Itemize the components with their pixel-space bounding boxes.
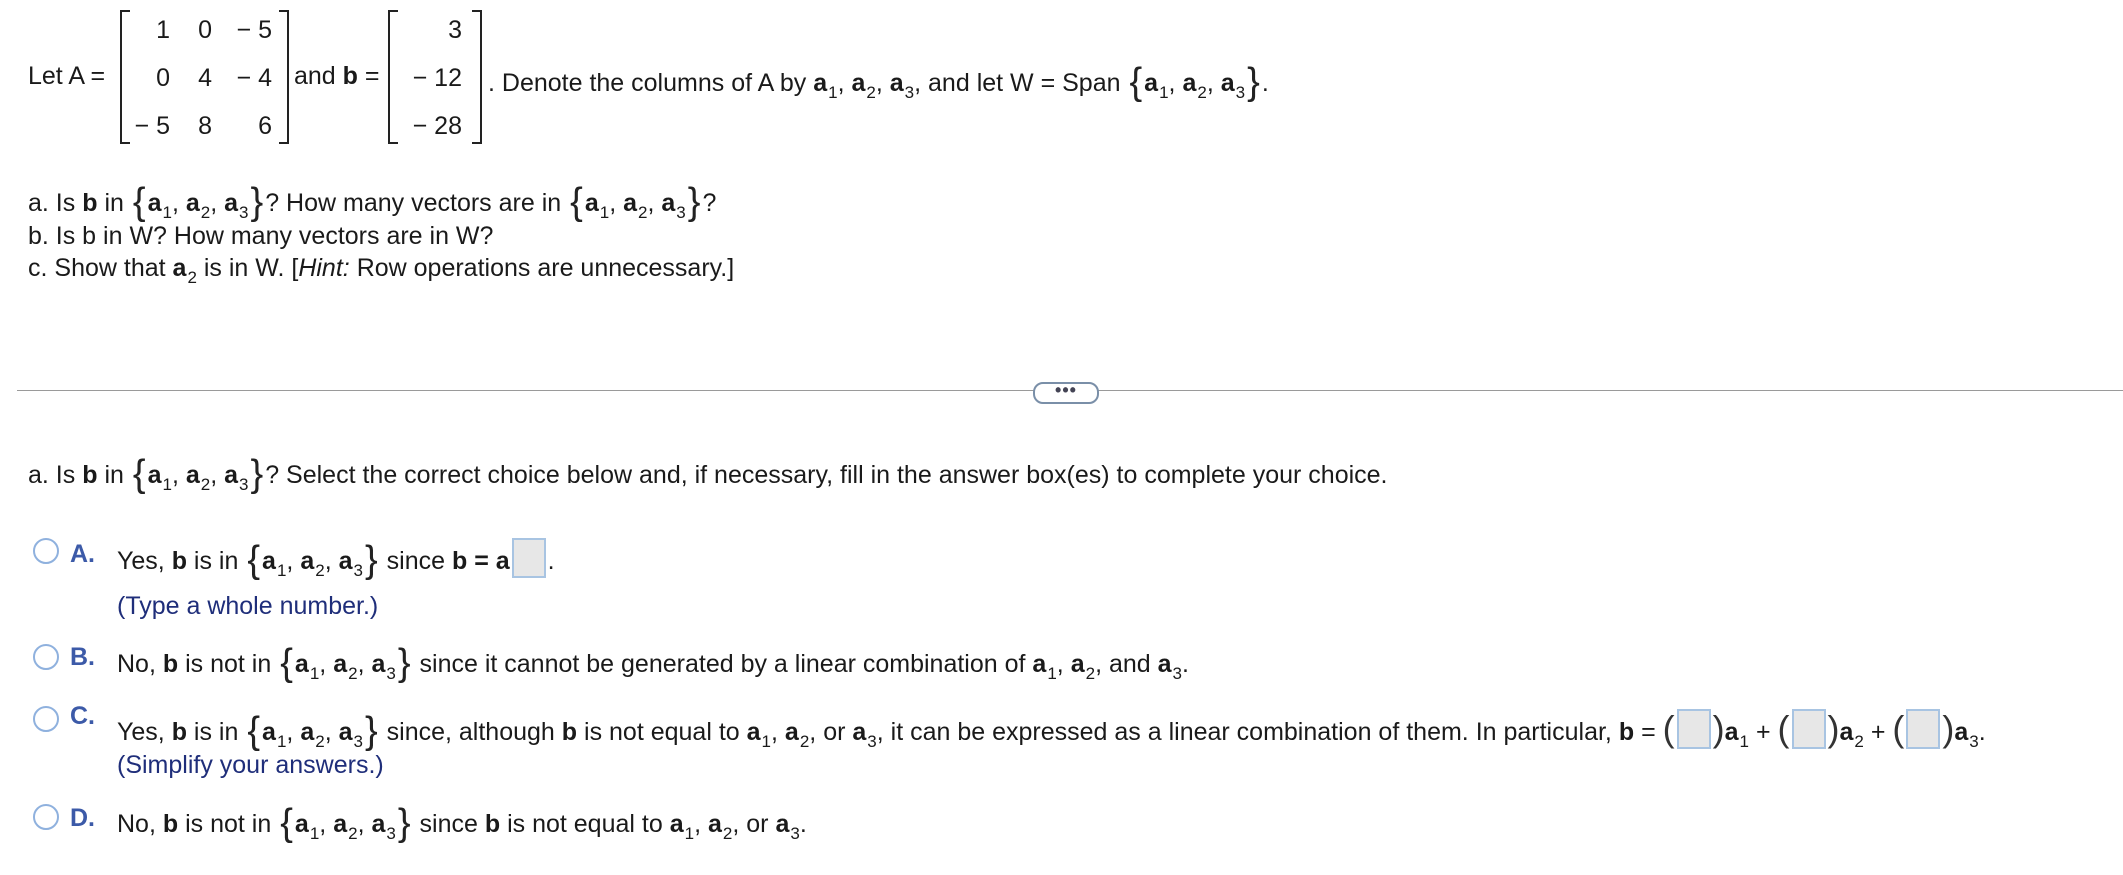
choice-a-letter[interactable]: A. bbox=[70, 540, 95, 568]
matrix-a-cell: 0 bbox=[156, 64, 170, 92]
choice-b-letter[interactable]: B. bbox=[70, 643, 95, 671]
choice-a-text[interactable]: Yes, b is in {$a_1$, $a_2$, $a_3$} since b = a . bbox=[117, 539, 555, 581]
choice-c-letter[interactable]: C. bbox=[70, 702, 95, 730]
matrix-a-cell: 6 bbox=[258, 112, 272, 140]
matrix-a-cell: − 5 bbox=[134, 112, 170, 140]
vector-b bbox=[388, 10, 482, 144]
choice-c-radio[interactable] bbox=[33, 706, 59, 732]
problem-line-b: b. Is b in W? How many vectors are in W? bbox=[28, 222, 494, 250]
choice-a-radio[interactable] bbox=[33, 538, 59, 564]
question-a: a. Is b in {$a_1$, $a_2$, $a_3$}? Select the correct choice below and, if necessary, fill in the answer box(es) to complete your choice. bbox=[28, 453, 1388, 495]
and-b-label: and b = bbox=[294, 62, 380, 90]
matrix-a-cell: 8 bbox=[198, 112, 212, 140]
matrix-a-cell: − 5 bbox=[236, 16, 272, 44]
choice-b-text[interactable]: No, b is not in {$a_1$, $a_2$, $a_3$} since it cannot be generated by a linear combination of $a_1$, $a_2$, and $a_3$. bbox=[117, 642, 1189, 684]
vector-b-cell: 3 bbox=[448, 16, 462, 44]
choice-a-hint: (Type a whole number.) bbox=[117, 592, 379, 620]
problem-line-c: c. Show that $a_2$ is in W. [Hint: Row operations are unnecessary.] bbox=[28, 254, 735, 287]
choice-a-answer-box[interactable] bbox=[512, 538, 546, 578]
vector-b-cell: − 12 bbox=[412, 64, 462, 92]
matrix-a bbox=[120, 10, 289, 144]
matrix-a-cell: 1 bbox=[156, 16, 170, 44]
choice-b-radio[interactable] bbox=[33, 644, 59, 670]
matrix-a-cell: 0 bbox=[198, 16, 212, 44]
problem-denote-text: . Denote the columns of A by $a_1$, $a_2$, $a_3$, and let W = Span {$a_1$, $a_2$, $a_3$}. bbox=[488, 61, 1269, 103]
more-button[interactable]: ••• bbox=[1033, 382, 1099, 404]
choice-c-hint: (Simplify your answers.) bbox=[117, 751, 384, 779]
choice-d-radio[interactable] bbox=[33, 804, 59, 830]
choice-c-text[interactable]: Yes, b is in {$a_1$, $a_2$, $a_3$} since, although b is not equal to $a_1$, $a_2$, or $a_3$, it can be expressed as a linear combination of them. In particular, b = ( )$a_1$ + ( )$a_2$ + ( )$a_3$. bbox=[117, 708, 1986, 752]
let-a-label: Let A = bbox=[28, 62, 106, 90]
choice-d-letter[interactable]: D. bbox=[70, 804, 95, 832]
choice-c-coef-2-box[interactable] bbox=[1792, 709, 1826, 749]
matrix-a-cell: − 4 bbox=[236, 64, 272, 92]
problem-line-a: a. Is b in {$a_1$, $a_2$, $a_3$}? How many vectors are in {$a_1$, $a_2$, $a_3$}? bbox=[28, 181, 717, 223]
choice-c-coef-3-box[interactable] bbox=[1906, 709, 1940, 749]
choice-d-text[interactable]: No, b is not in {$a_1$, $a_2$, $a_3$} since b is not equal to $a_1$, $a_2$, or $a_3$. bbox=[117, 802, 807, 844]
matrix-a-cell: 4 bbox=[198, 64, 212, 92]
vector-b-cell: − 28 bbox=[412, 112, 462, 140]
choice-c-coef-1-box[interactable] bbox=[1677, 709, 1711, 749]
